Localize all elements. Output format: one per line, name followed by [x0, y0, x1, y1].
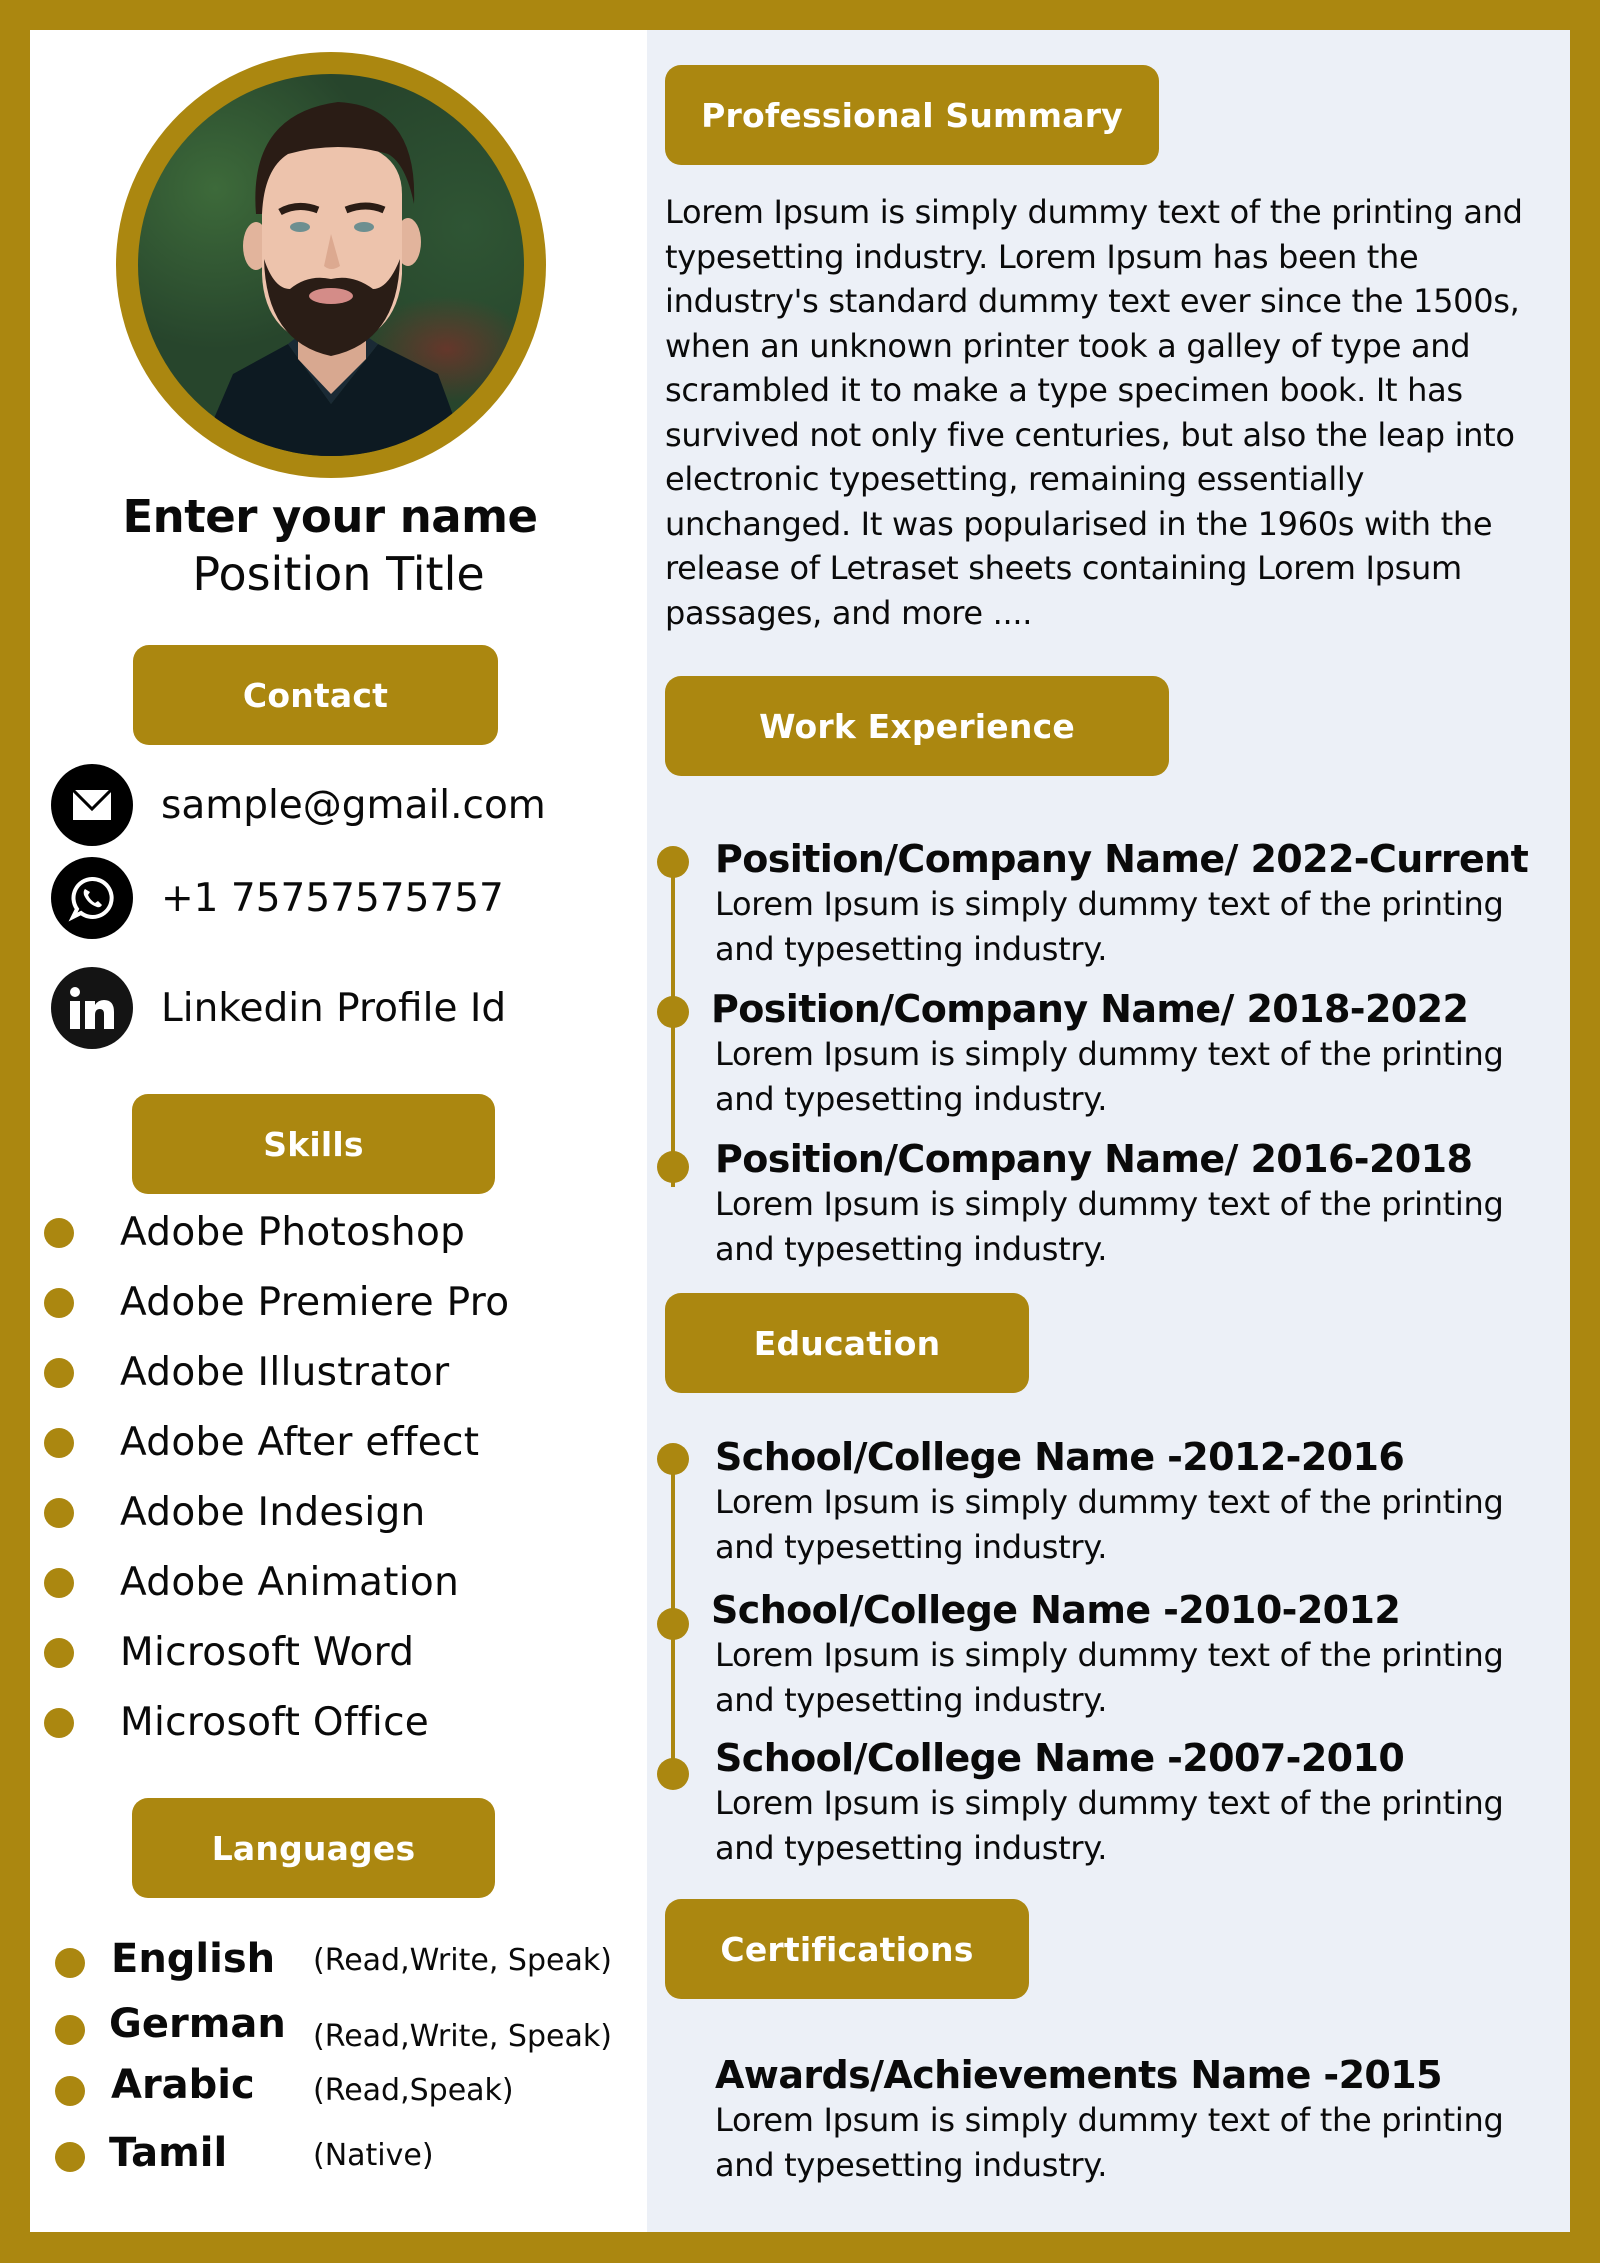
- certification-entry: Awards/Achievements Name -2015 Lorem Ipsum is simply dummy text of the printing and typesetting industry.: [715, 2053, 1504, 2184]
- bullet-icon: [44, 1708, 74, 1738]
- skill-item: Adobe Photoshop: [44, 1210, 465, 1255]
- language-item: Arabic (Read,Speak): [55, 2076, 85, 2106]
- summary-text: Lorem Ipsum is simply dummy text of the printing and typesetting industry. Lorem Ipsum has been the industry's standard dummy text ever since the 1500s, when an unknown printer took a galley of type and scrambled it to make a type specimen book. It has survived not only five centuries, but also the leap into electronic typesetting, remaining essentially unchanged. It was popularised in the 1960s with the release of Letraset sheets containing Lorem Ipsum passages, and more ....: [665, 193, 1523, 632]
- summary-heading: Professional Summary: [665, 65, 1159, 165]
- whatsapp-icon: [51, 857, 133, 939]
- language-item: Tamil (Native): [55, 2142, 85, 2172]
- bullet-icon: [44, 1218, 74, 1248]
- bullet-icon: [44, 1638, 74, 1668]
- email-icon: [51, 764, 133, 846]
- right-column: [647, 30, 1570, 2232]
- timeline-dot-icon: [657, 1608, 689, 1640]
- work-heading: Work Experience: [665, 676, 1169, 776]
- education-entry: School/College Name -2012-2016 Lorem Ipsum is simply dummy text of the printing and typesetting industry.: [715, 1435, 1504, 1566]
- languages-heading: Languages: [132, 1798, 495, 1898]
- skill-item: Microsoft Office: [44, 1700, 429, 1745]
- skill-item: Adobe Indesign: [44, 1490, 426, 1535]
- person-portrait-icon: [138, 74, 524, 456]
- bullet-icon: [44, 1358, 74, 1388]
- contact-linkedin[interactable]: [51, 967, 506, 1049]
- language-item: German (Read,Write, Speak): [55, 2015, 85, 2045]
- education-entry: School/College Name -2007-2010 Lorem Ipsum is simply dummy text of the printing and typesetting industry.: [715, 1736, 1504, 1867]
- contact-heading: Contact: [133, 645, 498, 745]
- work-entry: Position/Company Name/ 2018-2022 Lorem Ipsum is simply dummy text of the printing and typesetting industry.: [711, 987, 1504, 1118]
- timeline-dot-icon: [657, 1151, 689, 1183]
- linkedin-text: Linkedin Profile Id: [161, 985, 507, 1031]
- bullet-icon: [44, 1498, 74, 1528]
- language-item: English (Read,Write, Speak): [55, 1948, 85, 1978]
- work-entry: Position/Company Name/ 2016-2018 Lorem Ipsum is simply dummy text of the printing and typesetting industry.: [715, 1137, 1504, 1268]
- skill-item: Adobe Animation: [44, 1560, 459, 1605]
- profile-photo: [138, 74, 524, 456]
- profile-photo-frame: [116, 52, 546, 478]
- left-column: [30, 30, 647, 2232]
- certifications-heading: Certifications: [665, 1899, 1029, 1999]
- bullet-icon: [55, 1948, 85, 1978]
- contact-phone[interactable]: [51, 857, 504, 939]
- bullet-icon: [55, 2015, 85, 2045]
- skill-item: Microsoft Word: [44, 1630, 414, 1675]
- skill-item: Adobe Illustrator: [44, 1350, 449, 1395]
- timeline-dot-icon: [657, 1443, 689, 1475]
- education-heading: Education: [665, 1293, 1029, 1393]
- phone-text: +1 75757575757: [161, 875, 504, 921]
- resume-page: [30, 30, 1570, 2232]
- timeline-dot-icon: [657, 846, 689, 878]
- skill-item: Adobe Premiere Pro: [44, 1280, 509, 1325]
- contact-email[interactable]: [51, 764, 546, 846]
- skills-heading: Skills: [132, 1094, 495, 1194]
- candidate-name: Enter your name: [122, 490, 538, 543]
- email-text: sample@gmail.com: [161, 782, 546, 828]
- work-entry: Position/Company Name/ 2022-Current Lorem Ipsum is simply dummy text of the printing and typesetting industry.: [715, 837, 1529, 968]
- bullet-icon: [44, 1428, 74, 1458]
- bullet-icon: [44, 1288, 74, 1318]
- skill-item: Adobe After effect: [44, 1420, 479, 1465]
- bullet-icon: [55, 2076, 85, 2106]
- bullet-icon: [44, 1568, 74, 1598]
- linkedin-icon: [51, 967, 133, 1049]
- education-entry: School/College Name -2010-2012 Lorem Ipsum is simply dummy text of the printing and typesetting industry.: [711, 1588, 1504, 1719]
- timeline-dot-icon: [657, 996, 689, 1028]
- bullet-icon: [55, 2142, 85, 2172]
- position-title: Position Title: [192, 547, 485, 601]
- timeline-dot-icon: [657, 1758, 689, 1790]
